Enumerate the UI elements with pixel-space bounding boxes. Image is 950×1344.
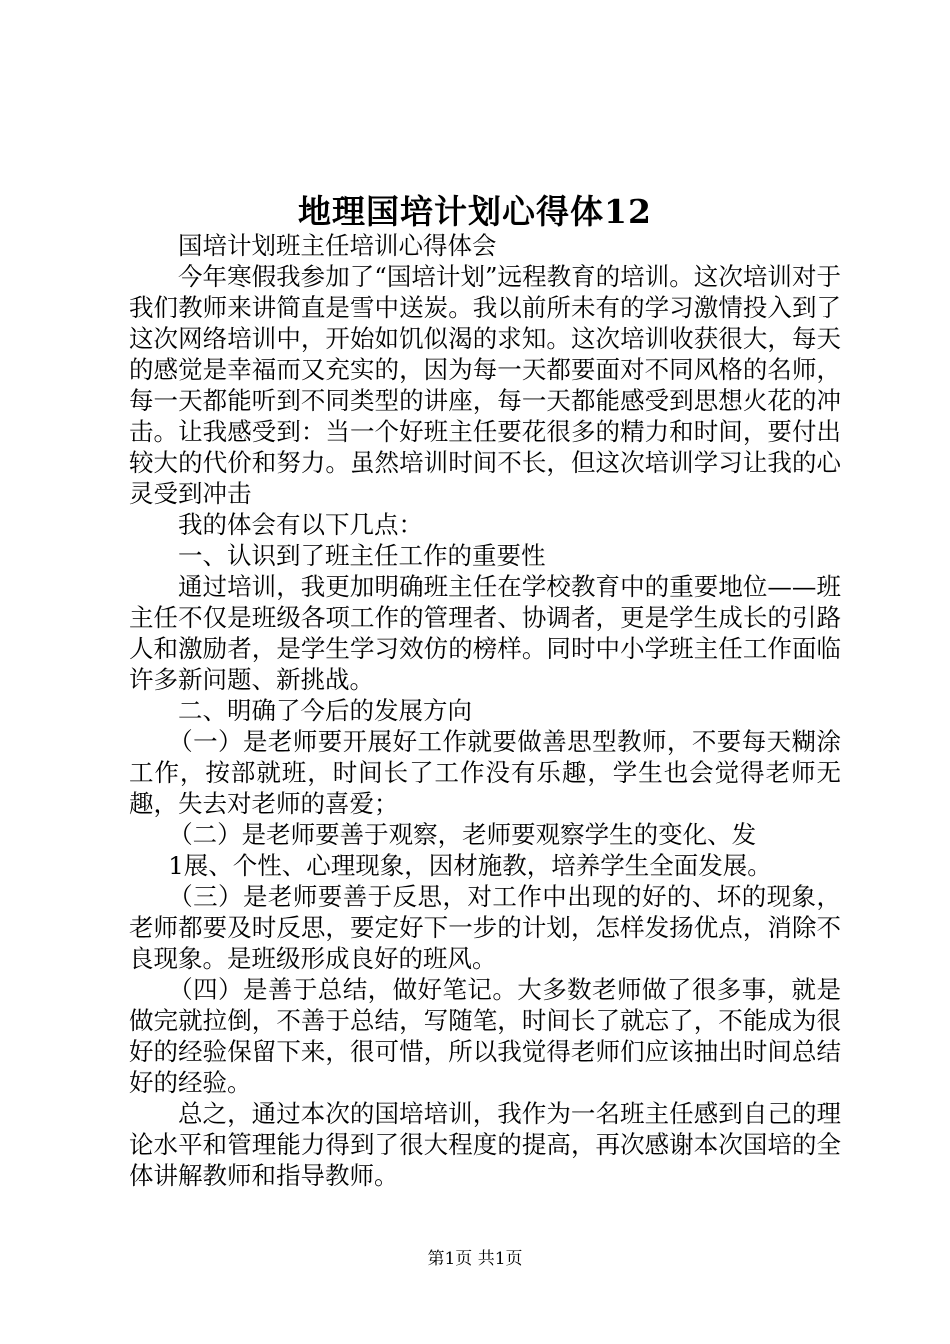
document-title: 地理国培计划心得体12 [298,192,652,231]
document-body [129,230,841,1191]
page-footer: 第1页 共1页 [427,1249,523,1269]
paragraph-subtitle: 国培计划班主任培训心得体会 [178,231,497,260]
paragraph-conclusion: 总之，通过本次的国培培训，我作为一名班主任感到自己的理论水平和管理能力得到了很大程度的提高，再次感谢本次国培的全体讲解教师和指导教师。 [129,1099,841,1190]
paragraph-item-2: （二）是老师要善于观察，老师要观察学生的变化、发 [168,820,757,849]
paragraph-intro: 今年寒假我参加了“国培计划”远程教育的培训。这次培训对于我们教师来讲简直是雪中送炭。我以前所未有的学习激情投入到了这次网络培训中，开始如饥似渴的求知。这次培训收获很大，每天的感觉是幸福而又充实的，因为每一天都要面对不同风格的名师，每一天都能听到不同类型的讲座，每一天都能感受到思想火花的冲击。让我感受到：当一个好班主任要花很多的精力和时间，要付出较大的代价和努力。虽然培训时间不长，但这次培训学习让我的心灵受到冲击 [129,262,841,508]
paragraph-heading-2: 二、明确了今后的发展方向 [178,696,472,725]
paragraph-points-intro: 我的体会有以下几点： [178,510,423,539]
paragraph-heading-1: 一、认识到了班主任工作的重要性 [178,541,546,570]
paragraph-item-3: （三）是老师要善于反思，对工作中出现的好的、坏的现象，老师都要及时反思，要定好下一步的计划，怎样发扬优点，消除不良现象。是班级形成良好的班风。 [129,882,841,973]
paragraph-item-2-cont: 1展、个性、心理现象，因材施教，培养学生全面发展。 [168,851,772,880]
paragraph-section-1: 通过培训，我更加明确班主任在学校教育中的重要地位——班主任不仅是班级各项工作的管理者、协调者，更是学生成长的引路人和激励者，是学生学习效仿的榜样。同时中小学班主任工作面临许多新问题、新挑战。 [129,572,841,694]
paragraph-item-1: （一）是老师要开展好工作就要做善思型教师，不要每天糊涂工作，按部就班，时间长了工作没有乐趣，学生也会觉得老师无趣，失去对老师的喜爱； [129,727,841,818]
paragraph-item-4: （四）是善于总结，做好笔记。大多数老师做了很多事，就是做完就拉倒，不善于总结，写随笔，时间长了就忘了，不能成为很好的经验保留下来，很可惜，所以我觉得老师们应该抽出时间总结好的经验。 [129,975,841,1097]
